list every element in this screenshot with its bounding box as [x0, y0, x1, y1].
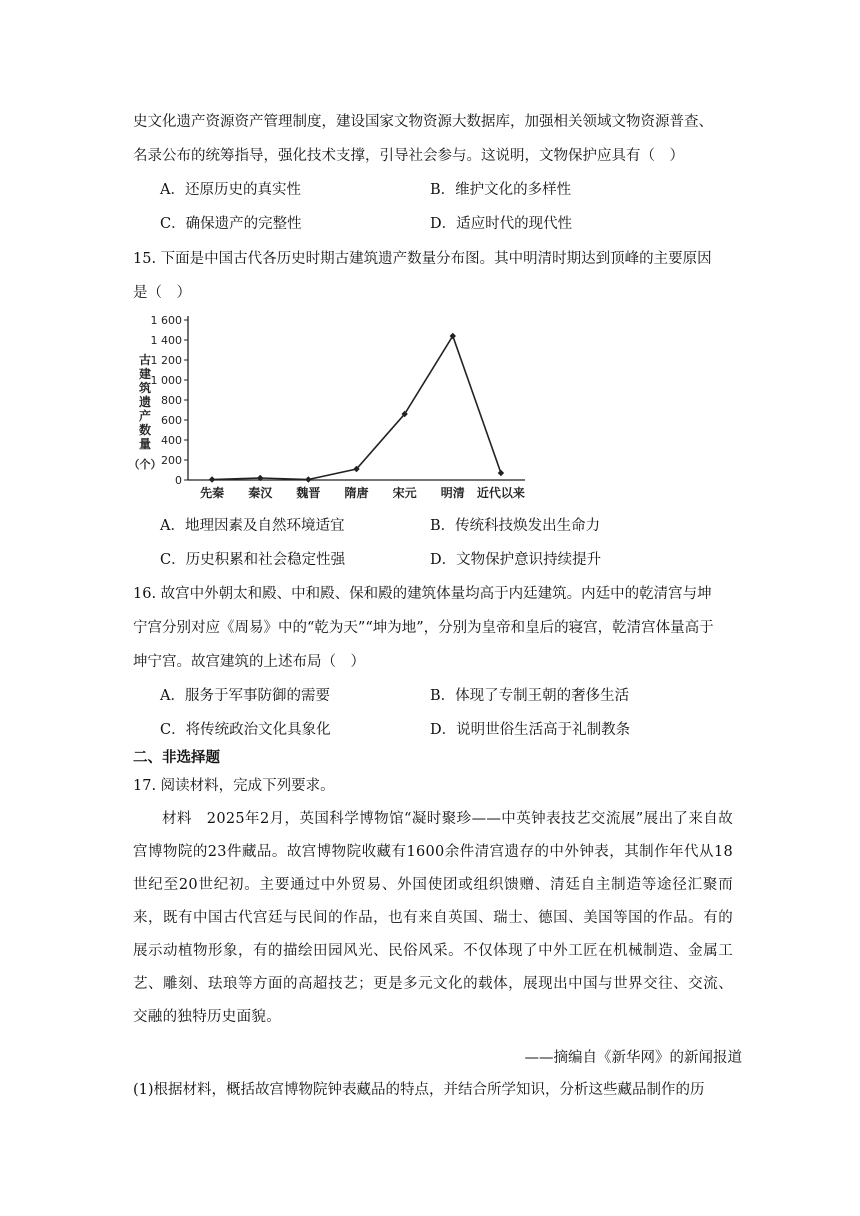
y-tick-label: 200 [161, 454, 182, 467]
y-axis-label-char: 建 [138, 367, 152, 381]
data-point [498, 470, 504, 476]
data-point [305, 476, 311, 482]
y-axis-label-char: 遗 [138, 395, 152, 409]
q16-option-d[interactable]: D．说明世俗生活高于礼制教条 [430, 722, 631, 738]
y-tick-label: 1 400 [150, 334, 182, 347]
heritage-count-line-chart [128, 306, 533, 508]
q14-stem-line-2: 名录公布的统筹指导，强化技术支撑，引导社会参与。这说明，文物保护应具有（ ） [133, 148, 684, 164]
q16-stem-line-3: 坤宁宫。故宫建筑的上述布局（ ） [133, 654, 365, 670]
y-axis-label [129, 352, 162, 471]
y-axis-label-char: 量 [138, 437, 152, 451]
q15-option-b[interactable]: B．传统科技焕发出生命力 [430, 518, 601, 534]
series-polyline [212, 336, 501, 480]
series-line [212, 336, 501, 480]
q15-stem-line-1: 15. 下面是中国古代各历史时期古建筑遗产数量分布图。其中明清时期达到顶峰的主要原因 [133, 251, 712, 267]
q16-option-b[interactable]: B．体现了专制王朝的奢侈生活 [430, 688, 630, 704]
q17-material-text: 材料 2025年2月，英国科学博物馆“凝时聚珍——中英钟表技艺交流展”展出了来自故宫博物院的23件藏品。故宫博物院收藏有1600余件清宫遗存的中外钟表，其制作年代从18世纪至20世纪初。主要通过中外贸易、外国使团或组织馈赠、清廷自主制造等途径汇聚而来，既有中国古代宫廷与民间的作品，也有来自英国、瑞士、德国、美国等国的作品。有的展示动植物形象，有的描绘田园风光、民俗风采。不仅体现了中外工匠在机械制造、金属工艺、雕刻、珐琅等方面的高超技艺；更是多元文化的载体，展现出中国与世界交往、交流、交融的独特历史面貌。 [133, 811, 733, 1025]
q14-option-c[interactable]: C．确保遗产的完整性 [160, 216, 302, 232]
q15-option-a[interactable]: A．地理因素及自然环境适宜 [160, 518, 345, 534]
y-axis-label-char: 古 [138, 353, 152, 367]
q16-stem-line-2: 宁宫分别对应《周易》中的“乾为天”“坤为地”，分别为皇帝和皇后的寝宫，乾清宫体量高于 [133, 620, 714, 636]
q14-stem-line-1: 史文化遗产资源资产管理制度，建设国家文物资源大数据库，加强相关领域文物资源普查、 [133, 114, 713, 130]
y-axis-label-char: 筑 [138, 381, 152, 395]
q16-option-a[interactable]: A．服务于军事防御的需要 [160, 688, 330, 704]
data-point [209, 476, 215, 482]
q14-option-a[interactable]: A．还原历史的真实性 [160, 182, 301, 198]
x-tick-label: 魏晋 [296, 486, 321, 500]
y-tick-label: 600 [161, 414, 182, 427]
q15-option-c[interactable]: C．历史积累和社会稳定性强 [160, 552, 346, 568]
x-tick-labels [200, 485, 525, 500]
y-axis-unit-label: （个） [128, 458, 162, 471]
y-tick-label: 1 000 [150, 374, 182, 387]
y-tick-label: 400 [161, 434, 182, 447]
y-tick-label: 0 [175, 474, 182, 487]
q17-intro: 17. 阅读材料，完成下列要求。 [133, 778, 335, 794]
y-axis-label-char: 产 [138, 409, 152, 423]
y-axis-label-char: 数 [138, 423, 152, 437]
q15-stem-line-2: 是（ ） [133, 285, 191, 301]
q16-option-c[interactable]: C．将传统政治文化具象化 [160, 722, 331, 738]
section-title: 二、非选择题 [133, 749, 220, 766]
x-tick-label: 隋唐 [344, 486, 369, 500]
y-tick-label: 800 [161, 394, 182, 407]
q14-option-b[interactable]: B．维护文化的多样性 [430, 182, 572, 198]
x-tick-label: 宋元 [392, 486, 417, 500]
x-tick-label: 先秦 [200, 486, 225, 500]
y-tick-label: 1 600 [150, 314, 182, 327]
q16-stem-line-1: 16. 故宫中外朝太和殿、中和殿、保和殿的建筑体量均高于内廷建筑。内廷中的乾清宫与坤 [133, 586, 712, 602]
q14-option-d[interactable]: D．适应时代的现代性 [430, 216, 573, 232]
x-tick-label: 明清 [440, 486, 465, 500]
x-tick-label: 秦汉 [248, 486, 273, 500]
x-tick-label: 近代以来 [476, 486, 525, 500]
q17-source: ——摘编自《新华网》的新闻报道 [524, 1050, 742, 1066]
q17-sub-question-1: (1)根据材料，概括故宫博物院钟表藏品的特点，并结合所学知识，分析这些藏品制作的历 [133, 1082, 705, 1098]
q15-option-d[interactable]: D．文物保护意识持续提升 [430, 552, 602, 568]
y-tick-label: 1 200 [150, 354, 182, 367]
